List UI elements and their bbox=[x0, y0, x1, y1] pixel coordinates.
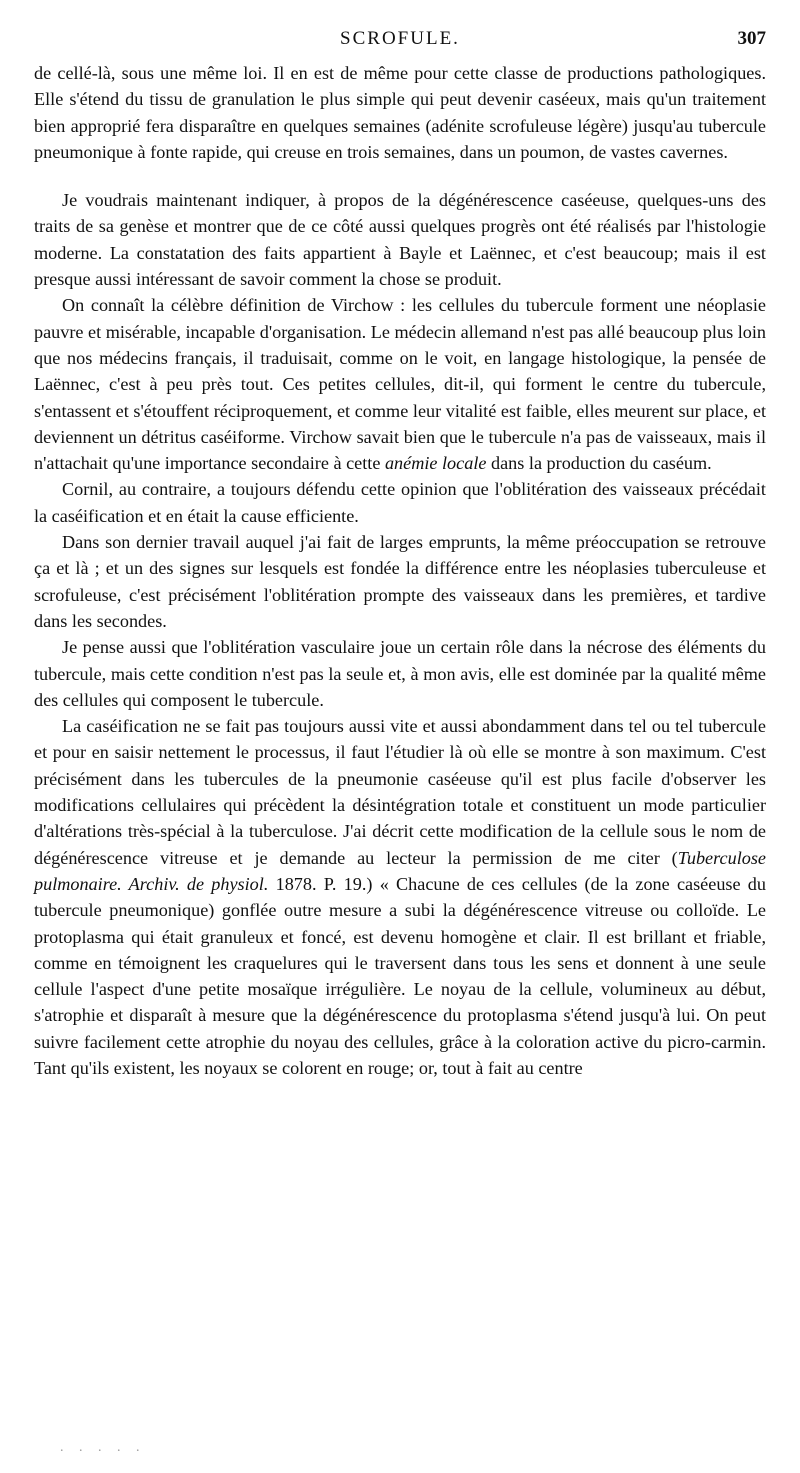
italic-citation: Tuberculose pulmonaire. Archiv. de physiol. bbox=[34, 847, 766, 894]
paragraph-7-continuation: 1878. P. 19.) « Chacune de ces cellules (de la zone caséeuse du tubercule pneumonique) gonflée outre mesure a subi la dégénérescence vitreuse ou colloïde. Le protoplasma qui était granuleux et foncé, est devenu homogène et clair. Il est brillant et friable, comme en témoignent les craquelures qui le traversent dans tous les sens et donnent à une seule cellule l'aspect d'une petite mosaïque irrégulière. Le noyau de la cellule, volumineux au début, s'atrophie et disparaît à mesure que la dégénérescence du protoplasma s'étend jusqu'à lui. On peut suivre facilement cette atrophie du noyau des cellules, grâce à la coloration active du picro-carmin. Tant qu'ils existent, les noyaux se colorent en rouge; or, tout à fait au centre bbox=[34, 873, 766, 1078]
paragraph-3-tail: dans la production du caséum. bbox=[486, 453, 712, 474]
body-text bbox=[34, 60, 766, 1081]
paragraph-6: Je pense aussi que l'oblitération vasculaire joue un certain rôle dans la nécrose des éléments du tubercule, mais cette condition n'est pas la seule et, à mon avis, elle est dominée par la qualité même des cellules qui composent le tubercule. bbox=[34, 637, 766, 710]
paragraph-4: Cornil, au contraire, a toujours défendu cette opinion que l'oblitération des vaisseaux précédait la caséification et en était la cause efficiente. bbox=[34, 479, 766, 526]
paragraph-5: Dans son dernier travail auquel j'ai fait de larges emprunts, la même préoccupation se retrouve ça et là ; et un des signes sur lesquels est fondée la différence entre les néoplasies tuberculeuse et scrofuleuse, c'est précisément l'oblitération prompte des vaisseaux dans les premières, et tardive dans les secondes. bbox=[34, 532, 766, 631]
running-title: SCROFULE. bbox=[340, 28, 460, 49]
paragraph-1: de cellé-là, sous une même loi. Il en est de même pour cette classe de productions pathologiques. Elle s'étend du tissu de granulation le plus simple qui peut devenir caséeux, mais qu'un traitement bien approprié fera disparaître en quelques semaines (adénite scrofuleuse légère) jusqu'au tubercule pneumonique à fonte rapide, qui creuse en trois semaines, dans un poumon, de vastes cavernes. bbox=[34, 63, 766, 162]
italic-anemie-locale: anémie locale bbox=[384, 453, 487, 474]
paragraph-7-text: La caséification ne se fait pas toujours aussi vite et aussi abondamment dans tel ou tel tubercule et pour en saisir nettement le processus, il faut l'étudier là où elle se montre à son maximum. C'est précisément dans les tubercules de la pneumonie caséeuse qu'il est plus facile d'observer les modifications cellulaires qui précèdent la désintégration totale et constituent un mode particulier d'altérations très-spécial à la tuberculose. J'ai décrit cette modification de la cellule sous le nom de dégénérescence vitreuse et je demande au lecteur la permission de me citer ( bbox=[34, 716, 766, 868]
paragraph-2: Je voudrais maintenant indiquer, à propos de la dégénérescence caséeuse, quelques-uns des traits de sa genèse et montrer que de ce côté aussi quelques progrès ont été réalisés par l'histologie moderne. La constatation des faits appartient à Bayle et Laënnec, et c'est beaucoup; mais il est presque aussi intéressant de savoir comment la chose se produit. bbox=[34, 190, 766, 290]
page-header bbox=[34, 28, 766, 52]
paragraph-3-text: On connaît la célèbre définition de Virchow : les cellules du tubercule forment une néoplasie pauvre et misérable, incapable d'organisation. Le médecin allemand n'est pas allé beaucoup plus loin que nos médecins français, il traduisait, comme on le voit, en langage histologique, la pensée de Laënnec, c'est à peu près tout. Ces petites cellules, dit-il, qui forment le centre du tubercule, s'entassent et s'étouffent réciproquement, et comme leur vitalité est faible, elles meurent sur place, et deviennent un détritus caséiforme. Virchow savait bien que le tubercule n'a pas de vaisseaux, mais il n'attachait qu'une importance secondaire à cette bbox=[34, 295, 766, 474]
paragraph-3 bbox=[34, 292, 766, 476]
footer-marks: . . . . . bbox=[60, 1440, 146, 1455]
page-number: 307 bbox=[737, 28, 766, 49]
paragraph-7 bbox=[34, 713, 766, 1081]
